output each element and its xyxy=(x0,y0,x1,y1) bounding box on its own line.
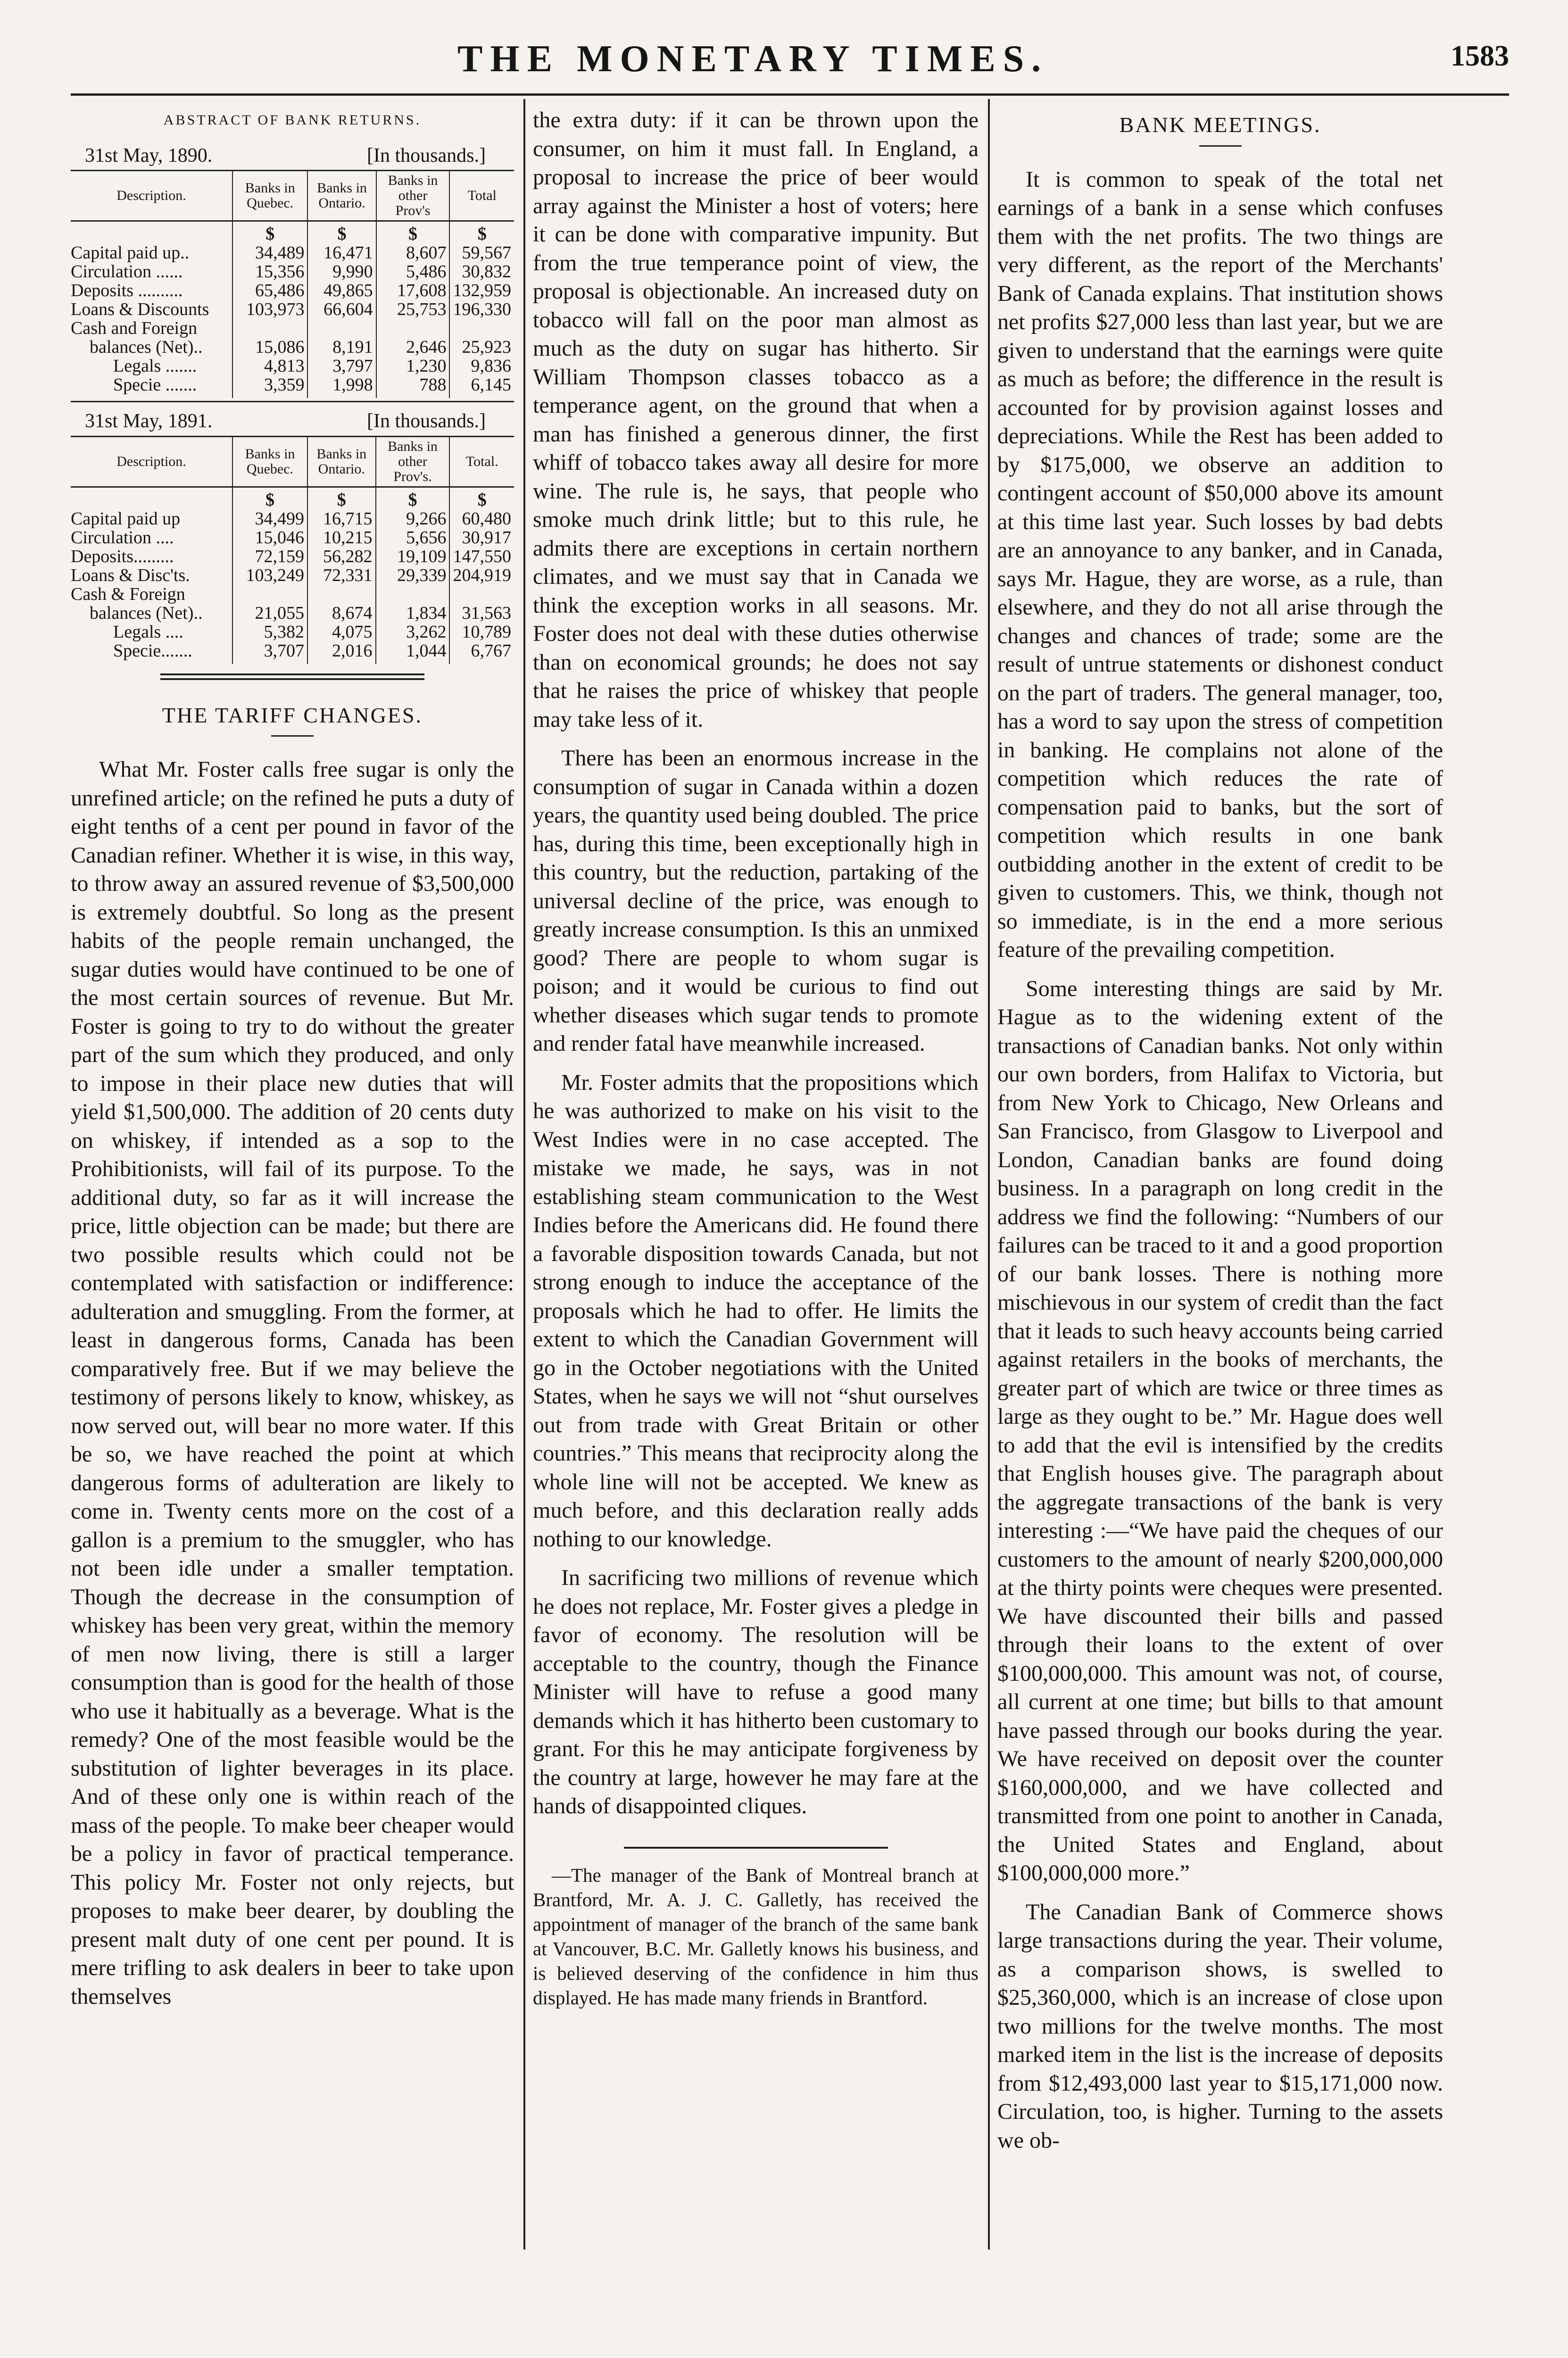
table-row xyxy=(71,243,514,262)
row-label: Specie....... xyxy=(113,640,192,661)
currency-marker: $ xyxy=(449,487,514,509)
table-cell: 103,249 xyxy=(232,566,307,585)
table-cell: 10,789 xyxy=(449,623,514,641)
table-cell: 17,608 xyxy=(376,281,450,300)
table-row xyxy=(71,338,514,357)
table-cell: 103,973 xyxy=(232,300,307,319)
table-cell: 1,998 xyxy=(307,375,376,398)
row-label: Circulation .... xyxy=(71,527,174,548)
table-row xyxy=(71,566,514,585)
table-unit: [In thousands.] xyxy=(367,144,486,166)
heading-rule xyxy=(1199,145,1242,147)
table-row xyxy=(71,528,514,547)
table-cell: 10,215 xyxy=(307,528,376,547)
table-cell: 3,707 xyxy=(232,641,307,664)
column-left xyxy=(71,106,514,2021)
row-label: balances (Net).. xyxy=(90,337,203,357)
table-row xyxy=(71,262,514,281)
tariff-paragraph-3: There has been an enormous increase in the consumption of sugar in Canada within a dozen years, the quantity used being doubled. The price has, during this time, been exceptionally high in this country, but the reduction, partaking of the universal decline of the price, was enough to greatly increase consumption. Is this an unmixed good? There are people to whom sugar is poison; and it would be curious to find out whether diseases which sugar tends to promote and render fatal have meanwhile increased. xyxy=(533,746,979,1056)
currency-marker xyxy=(71,221,232,244)
column-middle xyxy=(533,106,979,2010)
currency-marker: $ xyxy=(232,221,307,244)
table-cell xyxy=(449,319,514,338)
currency-marker xyxy=(71,487,232,509)
currency-marker: $ xyxy=(307,487,376,509)
table-cell: 5,382 xyxy=(232,623,307,641)
table-cell: 15,046 xyxy=(232,528,307,547)
bank-returns-table xyxy=(71,436,514,664)
tariff-heading: THE TARIFF CHANGES. xyxy=(162,703,423,727)
masthead xyxy=(71,38,1509,90)
table-cell: 4,075 xyxy=(307,623,376,641)
column-rule-left xyxy=(523,99,525,2250)
table-cell: 72,331 xyxy=(307,566,376,585)
currency-marker: $ xyxy=(449,221,514,244)
table-cell xyxy=(307,319,376,338)
note-text: —The manager of the Bank of Montreal branch at Brantford, Mr. A. J. C. Galletly, has received the appointment of manager of the branch of the same bank at Vancouver, B.C. Mr. Galletly knows his business, and is believed deserving of the confidence in him thus displayed. He has made many friends in Brantford. xyxy=(533,1864,979,2009)
table-cell: 66,604 xyxy=(307,300,376,319)
table-cell: 16,715 xyxy=(307,509,376,528)
currency-marker: $ xyxy=(307,221,376,244)
table-cell: 6,145 xyxy=(449,375,514,398)
column-header: Banks in other Prov's xyxy=(376,171,450,221)
column-header: Banks in Quebec. xyxy=(232,171,307,221)
note-divider xyxy=(624,1847,888,1849)
table-cell: 2,016 xyxy=(307,641,376,664)
table-cell: 5,656 xyxy=(376,528,450,547)
publication-title: THE MONETARY TIMES. xyxy=(457,38,1049,80)
table-cell: 56,282 xyxy=(307,547,376,566)
table-separator xyxy=(71,401,514,402)
bank-meetings-paragraph-1: It is common to speak of the total net earnings of a bank in a sense which confuses them with the net profits. The two things are very different, as the report of the Merchants' Bank of Canada explains. That institution shows net profits $27,000 less than last year, but we are given to understand that the earnings were quite as much as before; the difference in the result is accounted for by provision against losses and depreciations. While the Rest has been added to by $175,000, we observe an addition to contingent account of $50,000 above its amount at this time last year. Such losses by bad debts are an annoyance to any banker, and in Canada, says Mr. Hague, they are worse, as a rule, than elsewhere, and they do not all arise through the changes and chances of trade; some are the result of untrue statements or dishonest conduct on the part of traders. The general manager, too, has a word to say upon the stress of competition in banking. He complains not alone of the competition which reduces the rate of compensation paid to banks, but the sort of competition which results in one bank outbidding another in the extent of credit to be given to customers. This, we think, though not so immediate, is in the end a more serious feature of the prevailing competition. xyxy=(997,166,1443,962)
table-date: 31st May, 1891. xyxy=(85,410,213,432)
table-cell: 34,499 xyxy=(232,509,307,528)
table-date-line xyxy=(71,141,514,170)
table-cell: 2,646 xyxy=(376,338,450,357)
row-label: Loans & Disc'ts. xyxy=(71,565,190,585)
tariff-paragraph-4: Mr. Foster admits that the propositions which he was authorized to make on his visit to the West Indies were in no case accepted. The mistake we made, he says, was in not establishing steam communication to the West Indies before the Americans did. He found there a favorable disposition towards Canada, but not strong enough to induce the acceptance of the proposals which he had to offer. He limits the extent to which the Canadian Government will go in the October negotiations with the United States, when he says we will not “shut ourselves out from trade with Great Britain or other countries.” This means that reciprocity along the whole line will not be accepted. We knew as much before, and this declaration really adds nothing to our knowledge. xyxy=(533,1070,979,1552)
column-right xyxy=(997,106,1443,2165)
bank-meetings-paragraph-3: The Canadian Bank of Commerce shows large transactions during the year. Their volume, as a comparison shows, is swelled to $25,360,000, which is an increase of close upon two millions for the twelve months. The most marked item in the list is the increase of deposits from $12,493,000 last year to $15,171,000 now. Circulation, too, is higher. Turning to the assets we ob- xyxy=(997,1899,1443,2153)
table-date-line xyxy=(71,407,514,436)
tariff-paragraph-2: the extra duty: if it can be thrown upon the consumer, on him it must fall. In England, a proposal to increase the price of beer would array against the Minister a host of voters; here it can be done with comparative impunity. But from the true temperance point of view, the proposal is objectionable. An increased duty on tobacco will fall on the poor man almost as much as the duty on sugar has hitherto. Sir William Thompson classes tobacco as a temperance agent, on the ground that when a man has finished a generous dinner, the first whiff of tobacco takes away all desire for more wine. The rule is, he says, that people who smoke much drink little; but to this rule, he admits there are exceptions in certain northern climates, and we must say that in Canada we think the exception works in all seasons. Mr. Foster does not deal with these duties otherwise than on economical grounds; he does not say that he raises the price of whiskey that people may take less of it. xyxy=(533,108,979,732)
table-cell: 3,359 xyxy=(232,375,307,398)
row-label: Legals ....... xyxy=(113,356,197,376)
row-label: Capital paid up.. xyxy=(71,243,190,263)
bank-returns-table xyxy=(71,170,514,398)
heading-rule xyxy=(271,735,314,737)
table-cell xyxy=(232,585,307,604)
column-header: Banks in Ontario. xyxy=(307,436,376,487)
table-cell: 788 xyxy=(376,375,450,398)
tariff-paragraph-1: What Mr. Foster calls free sugar is only the unrefined article; on the refined he puts a duty of eight tenths of a cent per pound in favor of the Canadian refiner. Whether it is wise, in this way, to throw away an assured revenue of $3,500,000 is extremely doubtful. So long as the present habits of the people remain unchanged, the sugar duties would have continued to be one of the most certain sources of revenue. But Mr. Foster is going to try to do without the greater part of the sum which they produced, and only to impose in their place new duties that will yield $1,500,000. The addition of 20 cents duty on whiskey, if intended as a sop to the Prohibitionists, will fail of its purpose. To the additional duty, so far as it will increase the price, little objection can be made; but there are two possible results which could not be contemplated with satisfaction or indifference: adulteration and smuggling. From the former, at least in dangerous forms, Canada has been comparatively free. But if we may believe the testimony of persons likely to know, whiskey, as now served out, will bear no more water. If this be so, we have reached the point at which dangerous forms of adulteration are likely to come in. Twenty cents more on the cost of a gallon is a premium to the smuggler, who has not been idle under a smaller temptation. Though the decrease in the consumption of whiskey has been very great, within the memory of men now living, there is still a larger consumption than is good for the health of those who use it habitually as a beverage. What is the remedy? One of the most feasible would be the substitution of lighter beverages in its place. And of these only one is within reach of the mass of the people. To make beer cheaper would be a policy in favor of practical temperance. This policy Mr. Foster not only rejects, but proposes to make beer dearer, by doubling the present malt duty of one cent per pound. It is mere trifling to ask dealers in beer to take upon themselves xyxy=(71,757,514,2009)
table-cell: 49,865 xyxy=(307,281,376,300)
table-cell: 1,044 xyxy=(376,641,450,664)
table-cell: 204,919 xyxy=(449,566,514,585)
table-cell: 1,834 xyxy=(376,604,450,623)
row-label: Cash and Foreign xyxy=(71,318,198,338)
bank-returns-title: ABSTRACT OF BANK RETURNS. xyxy=(163,112,422,128)
table-cell: 31,563 xyxy=(449,604,514,623)
section-divider xyxy=(160,673,424,680)
table-cell xyxy=(449,585,514,604)
column-header: Description. xyxy=(116,188,186,203)
table-row xyxy=(71,623,514,641)
row-label: Legals .... xyxy=(113,622,183,642)
table-cell: 5,486 xyxy=(376,262,450,281)
table-cell xyxy=(376,319,450,338)
table-cell: 3,262 xyxy=(376,623,450,641)
table-unit: [In thousands.] xyxy=(367,410,486,432)
column-rule-right xyxy=(988,99,990,2250)
table-cell: 196,330 xyxy=(449,300,514,319)
table-cell: 16,471 xyxy=(307,243,376,262)
table-cell: 147,550 xyxy=(449,547,514,566)
table-cell: 19,109 xyxy=(376,547,450,566)
table-cell: 72,159 xyxy=(232,547,307,566)
table-cell: 1,230 xyxy=(376,357,450,375)
table-cell: 8,191 xyxy=(307,338,376,357)
table-row xyxy=(71,509,514,528)
column-header: Total xyxy=(449,171,514,221)
table-cell xyxy=(232,319,307,338)
row-label: Deposits .......... xyxy=(71,281,183,300)
table-row xyxy=(71,641,514,664)
column-header: Description. xyxy=(116,453,186,469)
personal-note xyxy=(533,1863,979,2010)
row-label: Loans & Discounts xyxy=(71,299,209,319)
table-row xyxy=(71,547,514,566)
table-row xyxy=(71,357,514,375)
table-cell: 8,607 xyxy=(376,243,450,262)
table-cell: 59,567 xyxy=(449,243,514,262)
table-cell: 9,266 xyxy=(376,509,450,528)
row-label: Circulation ...... xyxy=(71,262,183,282)
currency-marker: $ xyxy=(232,487,307,509)
table-cell: 29,339 xyxy=(376,566,450,585)
table-cell: 15,356 xyxy=(232,262,307,281)
table-cell: 8,674 xyxy=(307,604,376,623)
column-header: Banks in other Prov's. xyxy=(376,436,450,487)
table-cell: 9,836 xyxy=(449,357,514,375)
currency-marker: $ xyxy=(376,487,450,509)
table-cell: 21,055 xyxy=(232,604,307,623)
table-date: 31st May, 1890. xyxy=(85,144,213,166)
row-label: Cash & Foreign xyxy=(71,584,185,604)
table-cell: 9,990 xyxy=(307,262,376,281)
row-label: Capital paid up xyxy=(71,508,181,529)
table-cell: 34,489 xyxy=(232,243,307,262)
row-label: balances (Net).. xyxy=(90,603,203,623)
bank-returns-tables xyxy=(71,141,514,664)
bank-meetings-heading: BANK MEETINGS. xyxy=(1119,113,1321,137)
table-cell: 25,753 xyxy=(376,300,450,319)
table-cell: 3,797 xyxy=(307,357,376,375)
table-row xyxy=(71,375,514,398)
table-cell: 6,767 xyxy=(449,641,514,664)
table-row xyxy=(71,319,514,338)
table-cell: 65,486 xyxy=(232,281,307,300)
table-cell: 25,923 xyxy=(449,338,514,357)
column-header: Banks in Quebec. xyxy=(232,436,307,487)
currency-marker: $ xyxy=(376,221,450,244)
table-cell: 60,480 xyxy=(449,509,514,528)
page-number: 1583 xyxy=(1451,40,1509,72)
table-cell: 30,917 xyxy=(449,528,514,547)
row-label: Specie ....... xyxy=(113,375,197,395)
table-cell: 30,832 xyxy=(449,262,514,281)
table-cell xyxy=(307,585,376,604)
table-row xyxy=(71,585,514,604)
table-row xyxy=(71,281,514,300)
column-header: Total. xyxy=(449,436,514,487)
table-cell: 132,959 xyxy=(449,281,514,300)
table-row xyxy=(71,300,514,319)
table-cell xyxy=(376,585,450,604)
row-label: Deposits......... xyxy=(71,546,174,566)
bank-meetings-paragraph-2: Some interesting things are said by Mr. Hague as to the widening extent of the transactions of Canadian banks. Not only within our own borders, from Halifax to Victoria, but from New York to Chicago, New Orleans and San Francisco, from Glasgow to Liverpool and London, Canadian banks are found doing business. In a paragraph on long credit in the address we find the following: “Numbers of our failures can be traced to it and a good proportion of our bank losses. There is nothing more mischievous in our system of credit than the fact that it leads to such heavy accounts being carried against retailers in the books of merchants, the greater part of which are twice or three times as large as they ought to be.” Mr. Hague does well to add that the evil is intensified by the credits that English houses give. The paragraph about the aggregate transactions of the bank is very interesting :—“We have paid the cheques of our customers to the amount of nearly $200,000,000 at the thirty points were cheques were presented. We have discounted their bills and passed through their loans to the extent of over $100,000,000. This amount was not, of course, all current at one time; but bills to that amount have passed through our books during the year. We have received on deposit over the counter $160,000,000, and we have collected and transmitted from one point to another in Canada, the United States and England, about $100,000,000 more.” xyxy=(997,976,1443,1885)
masthead-rule xyxy=(71,93,1509,96)
tariff-paragraph-5: In sacrificing two millions of revenue which he does not replace, Mr. Foster gives a pledge in favor of economy. The resolution will be acceptable to the country, though the Finance Minister will have to refuse a good many demands which it has hitherto been customary to grant. For this he may anticipate forgiveness by the country at large, however he may fare at the hands of disappointed cliques. xyxy=(533,1565,979,1818)
column-header: Banks in Ontario. xyxy=(307,171,376,221)
table-cell: 15,086 xyxy=(232,338,307,357)
table-cell: 4,813 xyxy=(232,357,307,375)
table-row xyxy=(71,604,514,623)
